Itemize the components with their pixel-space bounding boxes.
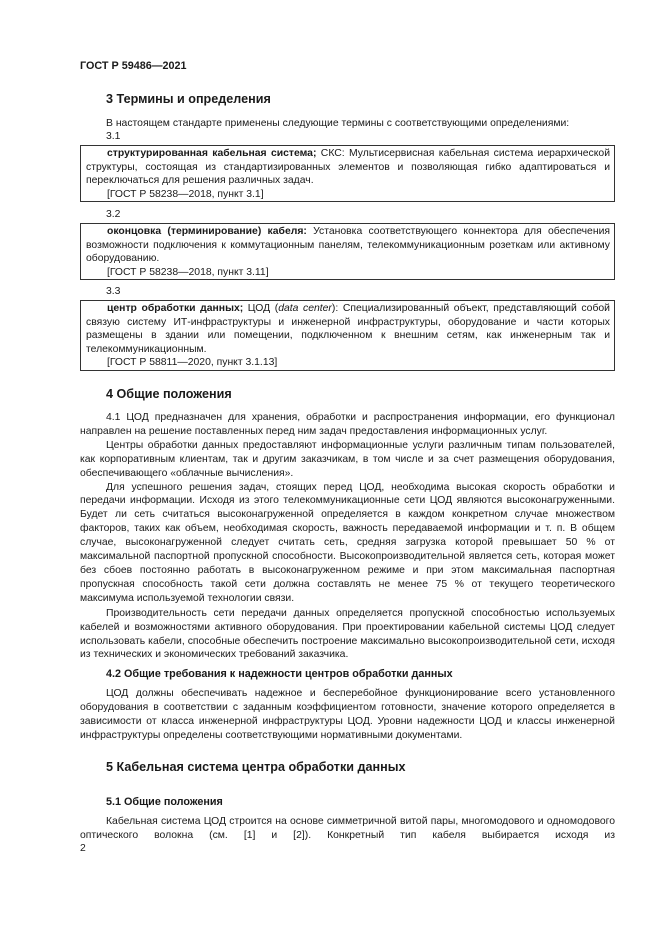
paragraph: 4.1 ЦОД предназначен для хранения, обработки и распространения информации, его функционал направлен на решение поставленных перед ним задач предоставления информационных услуг. bbox=[80, 412, 615, 437]
term-box-3-2 bbox=[80, 223, 615, 280]
term-number: 3.3 bbox=[106, 286, 121, 297]
term-text: ЦОД ( bbox=[243, 303, 279, 314]
term-text: ): Специализированный объект, представляющий собой связую систему ИТ-инфраструктуры и инженерной инфраструктуры, оборудование и части которых размещены в здании или помещении, подключенном к внешним сетям, как инженерным так и телекоммуникационным. bbox=[86, 303, 610, 355]
term-name: центр обработки данных; bbox=[107, 303, 244, 314]
section-3-heading: 3 Термины и определения bbox=[106, 92, 271, 106]
term-name: структурированная кабельная система; bbox=[107, 148, 317, 159]
term-source: [ГОСТ Р 58238—2018, пункт 3.1] bbox=[107, 188, 264, 200]
subsection-4-2-paragraph: ЦОД должны обеспечивать надежное и бесперебойное функционирование всего установленного оборудования в соответствии с заданным коэффициентом готовности, значение которого определяется в зависимости от класса инженерной инфраструктуры ЦОД. Уровни надежности ЦОД и классы инженерной инфраструктуры определены соответствующими нормативными документами. bbox=[80, 688, 615, 741]
section-5-heading: 5 Кабельная система центра обработки данных bbox=[106, 760, 406, 774]
section-3-intro: В настоящем стандарте применены следующие термины с соответствующими определениями: bbox=[106, 118, 570, 129]
term-box-3-1 bbox=[80, 145, 615, 202]
paragraph: Для успешного решения задач, стоящих перед ЦОД, необходима высокая скорость обработки и передачи информации. Исходя из этого телекоммуникационные сети ЦОД являются высоконагруженными. Будет ли сеть считаться высоконагруженной определяется в каждом конкретном случае множеством факторов, таких как объем, необходимая скорость, важность передаваемой информации и т. п. В общем случае, высоконагруженной следует считать сеть, средняя загрузка которой превышает 50 % от максимальной паспортной пропускной способности. Высокопроизводительной является сеть, которая может без сбоев постоянно работать в высоконагруженном режиме и при этом максимальная паспортная пропускная способность такой сети должна составлять не менее 75 % от текущего теоретического максимума используемой технологии связи. bbox=[80, 481, 615, 604]
subsection-4-2-heading: 4.2 Общие требования к надежности центров обработки данных bbox=[106, 668, 453, 680]
term-definition bbox=[86, 225, 610, 266]
term-text: Установка соответствующего коннектора для обеспечения возможности подключения к коммутационным панелям, телекоммуникационным розеткам или активному оборудованию. bbox=[86, 226, 611, 265]
term-name: оконцовка (терминирование) кабеля: bbox=[107, 226, 307, 237]
term-source: [ГОСТ Р 58811—2020, пункт 3.1.13] bbox=[107, 357, 278, 369]
paragraph: Центры обработки данных предоставляют информационные услуги различным типам пользователей, как корпоративным клиентам, так и другим заказчикам, в том числе и за счет размещения оборудования, обеспечивающего «облачные вычисления». bbox=[80, 439, 615, 479]
subsection-5-1-heading: 5.1 Общие положения bbox=[106, 796, 223, 808]
subsection-5-1-paragraph: Кабельная система ЦОД строится на основе симметричной витой пары, многомодового и одномодового оптического волокна (см. [1] и [2]). Конкретный тип кабеля выбирается исходя из bbox=[80, 816, 615, 841]
term-definition bbox=[86, 302, 610, 356]
term-english: data center bbox=[278, 303, 332, 314]
page-number: 2 bbox=[80, 843, 86, 854]
term-number: 3.1 bbox=[106, 131, 121, 142]
section-4-heading: 4 Общие положения bbox=[106, 387, 232, 401]
term-source: [ГОСТ Р 58238—2018, пункт 3.11] bbox=[107, 266, 269, 278]
term-definition bbox=[86, 147, 610, 188]
term-box-3-3 bbox=[80, 300, 615, 371]
term-text: СКС: Мультисервисная кабельная система иерархической структуры, состоящая из стандартизированных элементов и позволяющая гибко адаптироваться и переключаться для решения различных задач. bbox=[86, 148, 610, 187]
paragraph: Производительность сети передачи данных определяется пропускной способностью используемых кабелей и возможностями активного оборудования. При проектировании кабельной системы ЦОД следует использовать кабели, способные обеспечить построение максимально высокопроизводительной сети, исходя из технических и экономических требований заказчика. bbox=[80, 607, 615, 661]
document-header: ГОСТ Р 59486—2021 bbox=[80, 60, 187, 72]
section-4-body bbox=[80, 411, 615, 662]
term-number: 3.2 bbox=[106, 209, 121, 220]
